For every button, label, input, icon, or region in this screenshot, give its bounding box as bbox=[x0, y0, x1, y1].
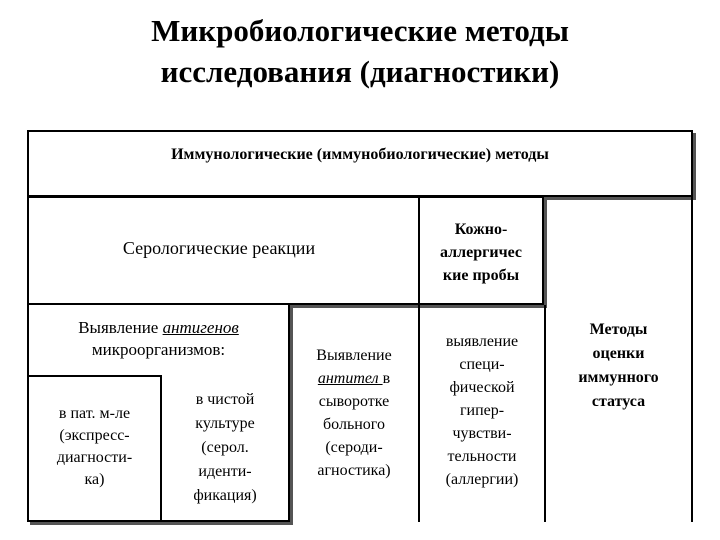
express-diagnostics-label bbox=[29, 403, 160, 491]
hypersensitivity-label bbox=[420, 330, 544, 491]
serological-reactions-label: Серологические реакции bbox=[122, 238, 316, 258]
pure-culture-line-4: иденти- bbox=[198, 463, 252, 480]
pure-culture-line-3: (серол. bbox=[201, 439, 249, 456]
express-line-1: в пат. м-ле bbox=[58, 405, 131, 422]
express-line-2: (экспресс- bbox=[59, 427, 130, 444]
hypersensitivity-line-3: фической bbox=[449, 379, 515, 396]
antibody-line-2 bbox=[290, 367, 418, 390]
antibody-line-1: Выявление bbox=[316, 347, 392, 364]
frame-right-line bbox=[691, 196, 693, 522]
immunological-methods-label: Иммунологические (иммунобиологические) методы bbox=[171, 146, 549, 163]
pure-culture-line-5: фикация) bbox=[193, 487, 257, 504]
hypersensitivity-line-7: (аллергии) bbox=[445, 471, 519, 488]
page-title bbox=[0, 10, 720, 92]
antigen-detection-label bbox=[29, 317, 288, 361]
hypersensitivity-line-6: тельности bbox=[447, 448, 517, 465]
title-line-2: исследования (диагностики) bbox=[160, 54, 560, 89]
hypersensitivity-line-4: гипер- bbox=[459, 402, 505, 419]
hypersensitivity-line-5: чувстви- bbox=[452, 425, 512, 442]
antibody-line-5: (сероди- bbox=[325, 439, 383, 456]
express-diagnostics-box bbox=[27, 375, 162, 522]
antigen-detection-line-1 bbox=[29, 317, 288, 339]
express-line-4: ка) bbox=[84, 471, 105, 488]
skin-tests-line-1: Кожно- bbox=[454, 221, 508, 238]
immune-status-line-4: статуса bbox=[591, 393, 646, 410]
hypersensitivity-line-2: специ- bbox=[459, 356, 505, 373]
antibody-suffix: в bbox=[382, 370, 391, 387]
antigen-prefix: Выявление bbox=[78, 318, 163, 337]
immune-status-label bbox=[546, 318, 691, 414]
antibody-line-6: агностика) bbox=[317, 462, 391, 479]
antigen-detection-line-2: микроорганизмов: bbox=[91, 340, 226, 359]
immune-status-line-3: иммунного bbox=[578, 369, 659, 386]
skin-tests-line-2: аллергичес bbox=[440, 244, 522, 261]
immune-status-line-2: оценки bbox=[592, 345, 645, 362]
immunological-methods-box bbox=[27, 130, 693, 197]
title-line-1: Микробиологические методы bbox=[151, 13, 569, 48]
hypersensitivity-line-1: выявление bbox=[445, 333, 519, 350]
antibody-detection-label bbox=[290, 344, 418, 482]
immune-status-line-1: Методы bbox=[589, 321, 648, 338]
antibody-line-3: сыворотке bbox=[318, 393, 390, 410]
antibody-line-4: больного bbox=[323, 416, 385, 433]
pure-culture-line-1: в чистой bbox=[195, 391, 255, 408]
antibody-emph: антител bbox=[317, 370, 383, 387]
antigen-emph: антигенов bbox=[162, 318, 239, 337]
pure-culture-line-2: культуре bbox=[195, 415, 255, 432]
express-line-3: диагности- bbox=[56, 449, 133, 466]
skin-allergy-tests-label bbox=[418, 218, 544, 287]
skin-tests-line-3: кие пробы bbox=[442, 267, 520, 284]
pure-culture-label bbox=[162, 388, 288, 508]
